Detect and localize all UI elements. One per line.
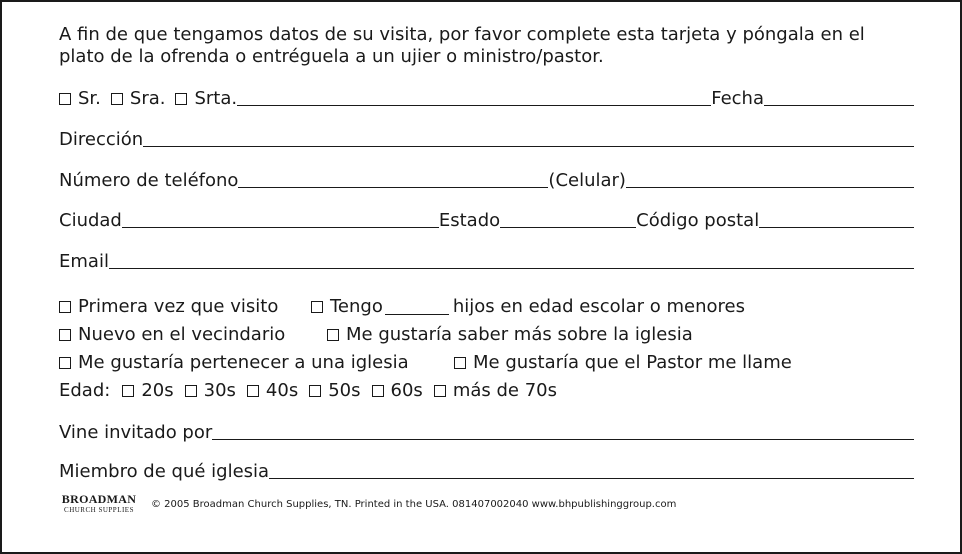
name-row xyxy=(59,86,914,110)
age-option-label: 30s xyxy=(203,380,236,401)
codigo-postal-label: Código postal xyxy=(636,210,760,231)
age-checkbox[interactable] xyxy=(434,385,446,397)
fecha-field[interactable] xyxy=(764,105,914,106)
primera-vez-label: Primera vez que visito xyxy=(78,296,279,317)
celular-label: (Celular) xyxy=(548,170,626,191)
age-option-label: 40s xyxy=(265,380,299,401)
miembro-field[interactable] xyxy=(269,478,914,479)
age-option[interactable] xyxy=(122,380,173,402)
miembro-label: Miembro de qué iglesia xyxy=(59,461,270,482)
age-checkbox[interactable] xyxy=(247,385,259,397)
saber-mas-label: Me gustaría saber más sobre la iglesia xyxy=(346,324,693,345)
estado-label: Estado xyxy=(438,210,501,231)
fecha-label: Fecha xyxy=(711,88,764,109)
ciudad-field[interactable] xyxy=(122,227,439,228)
pertenecer-option[interactable] xyxy=(59,352,409,374)
name-field[interactable] xyxy=(237,105,711,106)
nuevo-checkbox[interactable] xyxy=(59,329,71,341)
options-row-1 xyxy=(59,295,745,319)
hijos-label: hijos en edad escolar o menores xyxy=(452,296,745,317)
pastor-label: Me gustaría que el Pastor me llame xyxy=(473,352,792,373)
primera-vez-option[interactable] xyxy=(59,296,278,318)
direccion-field[interactable] xyxy=(143,146,914,147)
sr-option[interactable] xyxy=(59,88,101,110)
age-checkbox[interactable] xyxy=(309,385,321,397)
age-option-label: 60s xyxy=(390,380,423,401)
options-row-3 xyxy=(59,351,792,375)
email-row xyxy=(59,249,914,273)
copyright-text: © 2005 Broadman Church Supplies, TN. Printed in the USA. 081407002040 www.bhpublishinggroup.com xyxy=(151,499,677,510)
member-row xyxy=(59,459,914,483)
tengo-label: Tengo xyxy=(330,296,383,317)
invitado-field[interactable] xyxy=(212,439,914,440)
age-option-label: más de 70s xyxy=(452,380,557,401)
age-option[interactable] xyxy=(434,380,557,402)
tengo-checkbox[interactable] xyxy=(311,301,323,313)
sra-checkbox[interactable] xyxy=(111,93,123,105)
age-checkbox[interactable] xyxy=(185,385,197,397)
phone-row xyxy=(59,168,914,192)
sr-checkbox[interactable] xyxy=(59,93,71,105)
nuevo-label: Nuevo en el vecindario xyxy=(78,324,286,345)
age-option[interactable] xyxy=(372,380,423,402)
intro-line-2: plato de la ofrenda o entréguela a un ujier o ministro/pastor. xyxy=(59,46,604,67)
srta-option[interactable] xyxy=(175,88,237,110)
invitado-label: Vine invitado por xyxy=(59,422,213,443)
sra-label: Sra. xyxy=(129,88,166,109)
pastor-option[interactable] xyxy=(454,352,792,374)
city-row xyxy=(59,208,914,232)
broadman-logo xyxy=(59,493,139,515)
sr-label: Sr. xyxy=(78,88,101,109)
options-row-2 xyxy=(59,323,693,347)
age-option-label: 50s xyxy=(328,380,361,401)
srta-checkbox[interactable] xyxy=(175,93,187,105)
codigo-postal-field[interactable] xyxy=(759,227,914,228)
logo-sub-text: CHURCH SUPPLIES xyxy=(64,506,134,514)
invited-row xyxy=(59,420,914,444)
telefono-label: Número de teléfono xyxy=(59,170,239,191)
logo-main-text: BROADMAN xyxy=(61,492,137,506)
address-row xyxy=(59,127,914,151)
email-field[interactable] xyxy=(109,268,914,269)
sra-option[interactable] xyxy=(111,88,166,110)
telefono-field[interactable] xyxy=(238,187,548,188)
age-checkbox[interactable] xyxy=(122,385,134,397)
ciudad-label: Ciudad xyxy=(59,210,122,231)
pertenecer-label: Me gustaría pertenecer a una iglesia xyxy=(78,352,409,373)
footer xyxy=(59,493,676,515)
age-option[interactable] xyxy=(247,380,298,402)
age-row xyxy=(59,379,557,403)
pertenecer-checkbox[interactable] xyxy=(59,357,71,369)
celular-field[interactable] xyxy=(626,187,914,188)
intro-line-1: A fin de que tengamos datos de su visita, por favor complete esta tarjeta y póngala en el xyxy=(59,24,865,45)
age-checkbox[interactable] xyxy=(372,385,384,397)
saber-mas-checkbox[interactable] xyxy=(327,329,339,341)
intro-text xyxy=(59,24,909,68)
email-label: Email xyxy=(59,251,109,272)
primera-vez-checkbox[interactable] xyxy=(59,301,71,313)
direccion-label: Dirección xyxy=(59,129,144,150)
saber-mas-option[interactable] xyxy=(327,324,693,346)
nuevo-option[interactable] xyxy=(59,324,285,346)
edad-label: Edad: xyxy=(59,380,111,401)
estado-field[interactable] xyxy=(500,227,636,228)
age-option[interactable] xyxy=(185,380,236,402)
pastor-checkbox[interactable] xyxy=(454,357,466,369)
age-option-label: 20s xyxy=(141,380,174,401)
tengo-option[interactable] xyxy=(311,296,745,318)
hijos-count-field[interactable] xyxy=(385,314,449,315)
age-option[interactable] xyxy=(309,380,360,402)
srta-label: Srta. xyxy=(194,88,238,109)
